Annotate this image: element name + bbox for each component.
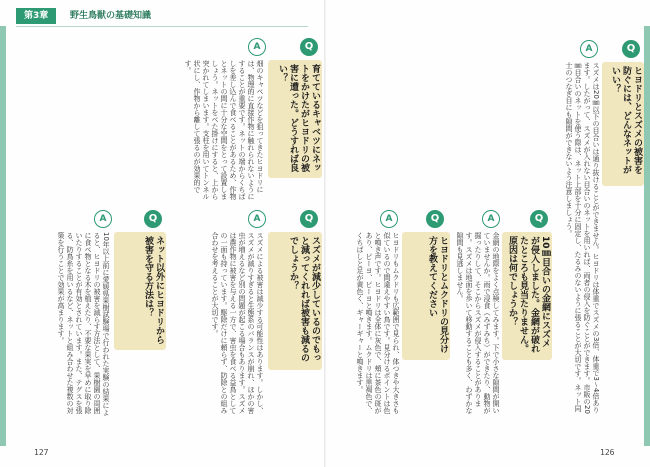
left-edge-bar	[0, 26, 6, 446]
answer-text: 10年以上前に愛媛県果樹試験場で行われた実験の結果によると、ヒヨドリの被害を減らす方法として、果樹園の周囲に食べ物となる木を植えたり、不要な果実を早めに取り除いたりすることが有効とされています。また、テグスを張る、防鳥糸を用いるなど、ネットと組み合わせた複数の対策を行うことで効果が高まります。	[57, 232, 110, 416]
answer-text: ヒヨドリもムクドリも広範囲で見られ、体つきや大きさも似ているので間違えやすい鳥です。見分けるポイントは色と鳴き声です。ヒヨドリは全体に灰色で、頬に茶色の斑があり、ピーヨ、ピーヨと鳴きます。ムクドリは黒褐色で、くちばしと足が黄色く、ギャーギャーと鳴きます。	[356, 232, 400, 414]
chapter-label: 第3章	[16, 8, 56, 24]
header-rule	[16, 26, 308, 27]
q-badge: Q	[300, 38, 318, 56]
question-text: ヒヨドリとムクドリの見分け方を教えてください	[402, 232, 450, 360]
page-number-right: 126	[600, 448, 615, 457]
right-page	[330, 30, 642, 430]
answer-text: スズメは20㎜以下の目合いは通り抜けることができません。ヒヨドリは体重でスズメの3倍、体重で3〜4倍あります。したがって、スズメが入れない目合いのネットを用いれば、両者の侵入を防ぐことができます。市販の20㎜目合いのネットを使う際は、ネット上部を十分に固定し、たるみのないように張ることが大切です。ネット同士のつなぎ目にも隙間ができないよう注意しましょう。	[565, 62, 600, 414]
question-text: 育てているキャベツにネットをかけたがヒヨドリの被害に遭った。どうすれば良い？	[268, 60, 322, 178]
qa-block	[552, 30, 640, 425]
a-badge: A	[248, 38, 266, 56]
qa-block	[168, 30, 318, 205]
q-badge: Q	[622, 40, 640, 58]
qa-block	[448, 210, 548, 420]
q-badge: Q	[300, 210, 318, 228]
page-number-left: 127	[34, 448, 49, 457]
a-badge: A	[248, 210, 266, 228]
answer-text: スズメによる被害は減少する可能性はあります。しかし、スズメが減りすぎると生態系のバランスが崩れ、ほかの害虫が増えるなど別の問題が起こる場合もあります。スズメは農作物に被害を与える一方で、害虫を食べる益鳥としての一面も持っています。駆除だけに頼らず、防除との組み合わせを考えることが大切です。	[211, 232, 264, 414]
answer-text: 金網の地際をよく点検してみます。下で小さな隙間が開いていませんか。雨で浸食（みずみち）ができたり、動物が掘ったりして、そこからスズメが侵入することがあります。スズメは地面を歩いて移動することも多く、わずかな隙間も見逃しません。	[456, 232, 500, 414]
qa-block	[168, 210, 318, 420]
chapter-title: 野生鳥獣の基礎知識	[70, 11, 152, 21]
a-badge: A	[380, 210, 398, 228]
left-page	[18, 30, 324, 430]
book-gutter	[324, 0, 326, 467]
question-text: ヒヨドリとスズメの被害を防ぐには、どんなネットがいい？	[602, 62, 644, 186]
a-badge: A	[94, 210, 112, 228]
q-badge: Q	[426, 210, 444, 228]
question-text: スズメが減少しているのでもっと減ってくれれば被害も減るのでしょうか？	[268, 232, 322, 370]
q-badge: Q	[530, 210, 548, 228]
right-edge-bar	[644, 26, 650, 446]
a-badge: A	[482, 210, 500, 228]
answer-text: 畑のキャベツなどを狙ってきたヒヨドリには、物理的に直接作物に触れられないようにすることが重要です。ネットの端からくちばしを差し込んで食べることがあるため、作物とネットの間に十分な空間をとって設置しましょう。ネットをべた掛けにすると、上から突かれてしまいます。支柱を用いてトンネル状にし、作物から離して張るのが効果的です。	[184, 60, 264, 200]
q-badge: Q	[144, 210, 162, 228]
question-text: 10㎜目合いの金網にスズメが侵入しました。金網が破れたところも見当たりません。原因は何でしょうか？	[502, 232, 552, 360]
running-header	[0, 0, 324, 28]
a-badge: A	[580, 40, 598, 58]
question-text: ネット以外にヒヨドリから被害を守る方法は？	[114, 232, 166, 350]
qa-block	[18, 210, 164, 420]
qa-block	[338, 210, 446, 420]
